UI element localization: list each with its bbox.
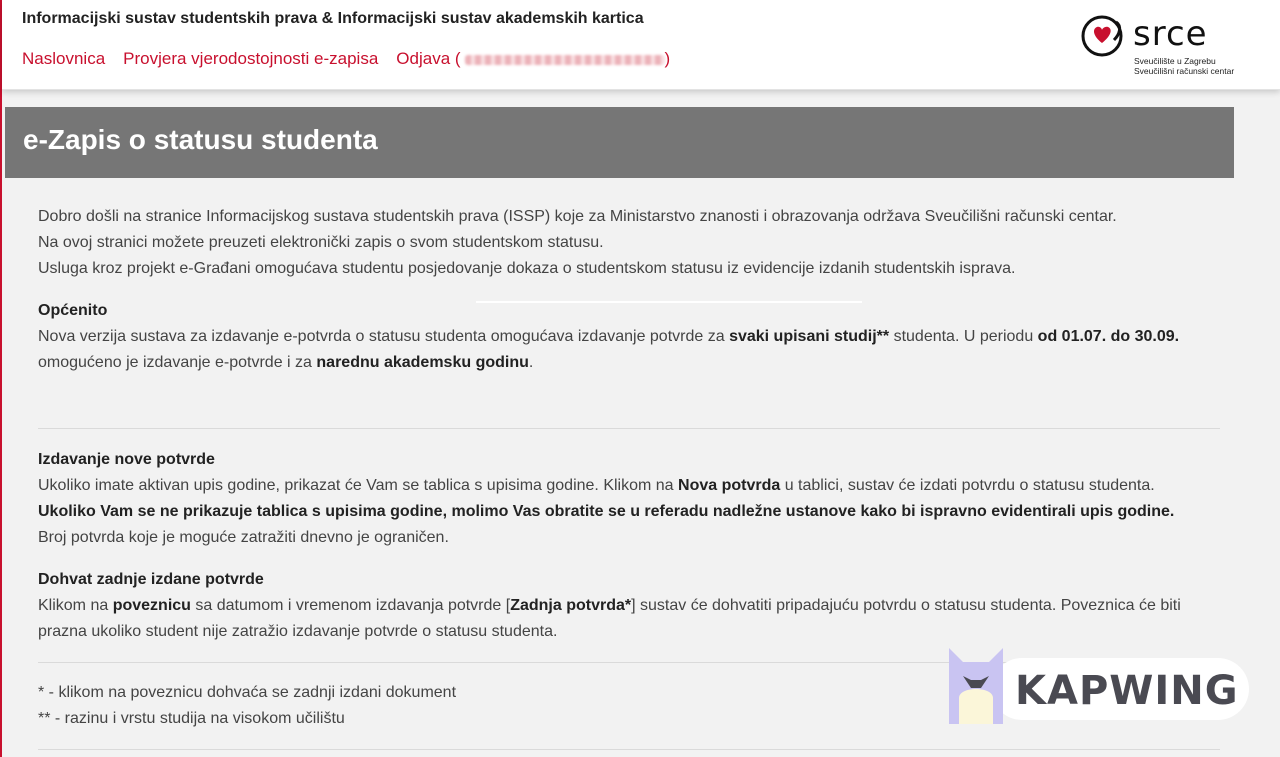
- general-section: [38, 298, 1220, 376]
- issue-warning: Ukoliko Vam se ne prikazuje tablica s upisima godine, molimo Vas obratite se u referadu nadležne ustanove kako bi ispravno evidentirali upis godine.: [38, 503, 1175, 520]
- issue-heading: Izdavanje nove potvrde: [38, 451, 215, 468]
- site-header: [2, 0, 1280, 90]
- general-text: Nova verzija sustava za izdavanje e-potvrda o statusu studenta omogućava izdavanje potvrde za svaki upisani studij** studenta. U periodu od 01.07. do 30.09. omogućeno je izdavanje e-potvrde i za narednu akademsku godinu.: [38, 328, 1180, 371]
- site-title: Informacijski sustav studentskih prava & Informacijski sustav akademskih kartica: [22, 10, 644, 27]
- srce-logo[interactable]: [1080, 12, 1250, 78]
- intro-line-2: Na ovoj stranici možete preuzeti elektronički zapis o svom studentskom statusu.: [38, 234, 604, 251]
- intro-line-3: Usluga kroz projekt e-Građani omogućava studentu posjedovanje dokaza o studentskom statusu iz evidencije izdanih studentskih isprava.: [38, 260, 1016, 277]
- srce-subtitle-line2: Sveučilišni računski centar: [1134, 66, 1235, 76]
- issue-limit: Broj potvrda koje je moguće zatražiti dnevno je ograničen.: [38, 529, 449, 546]
- divider: [38, 428, 1220, 429]
- nav-logout-link[interactable]: Odjava ( ): [396, 49, 671, 68]
- intro-text: [38, 204, 1220, 282]
- general-heading: Općenito: [38, 302, 108, 319]
- nav-home-link[interactable]: Naslovnica: [22, 49, 106, 68]
- issue-section: [38, 447, 1220, 551]
- footnote-1: * - klikom na poveznicu dohvaća se zadnji izdani dokument: [38, 684, 457, 701]
- kapwing-watermark: [947, 646, 1249, 724]
- srce-heart-icon: [1080, 12, 1128, 60]
- last-section: [38, 567, 1220, 645]
- intro-line-1: Dobro došli na stranice Informacijskog sustava studentskih prava (ISSP) koje za Ministarstvo znanosti i obrazovanja održava Sveučilišni računski centar.: [38, 208, 1117, 225]
- divider: [38, 749, 1220, 750]
- redacted-user-info: [465, 55, 665, 65]
- main-nav: [22, 49, 688, 69]
- last-text: Klikom na poveznicu sa datumom i vremenom izdavanja potvrde [Zadnja potvrda*] sustav će dohvatiti pripadajuću potvrdu o statusu studenta. Poveznica će biti prazna ukoliko student nije zatražio izdavanje potvrde o statusu studenta.: [38, 597, 1181, 640]
- page-title: e-Zapis o statusu studenta: [23, 124, 378, 155]
- watermark-text: KAPWING: [1015, 668, 1239, 714]
- kapwing-cat-icon: [947, 646, 1005, 724]
- page-banner: [5, 107, 1234, 178]
- srce-subtitle-line1: Sveučilište u Zagrebu: [1134, 56, 1216, 66]
- logout-label: Odjava: [396, 49, 451, 68]
- issue-text: Ukoliko imate aktivan upis godine, prikazat će Vam se tablica s upisima godine. Klikom na Nova potvrda u tablici, sustav će izdati potvrdu o statusu studenta.: [38, 477, 1155, 494]
- footnote-2: ** - razinu i vrstu studija na visokom učilištu: [38, 710, 345, 727]
- nav-verify-link[interactable]: Provjera vjerodostojnosti e-zapisa: [123, 49, 379, 68]
- last-heading: Dohvat zadnje izdane potvrde: [38, 571, 264, 588]
- srce-subtitle: [1134, 56, 1234, 76]
- srce-wordmark: srce: [1133, 14, 1208, 54]
